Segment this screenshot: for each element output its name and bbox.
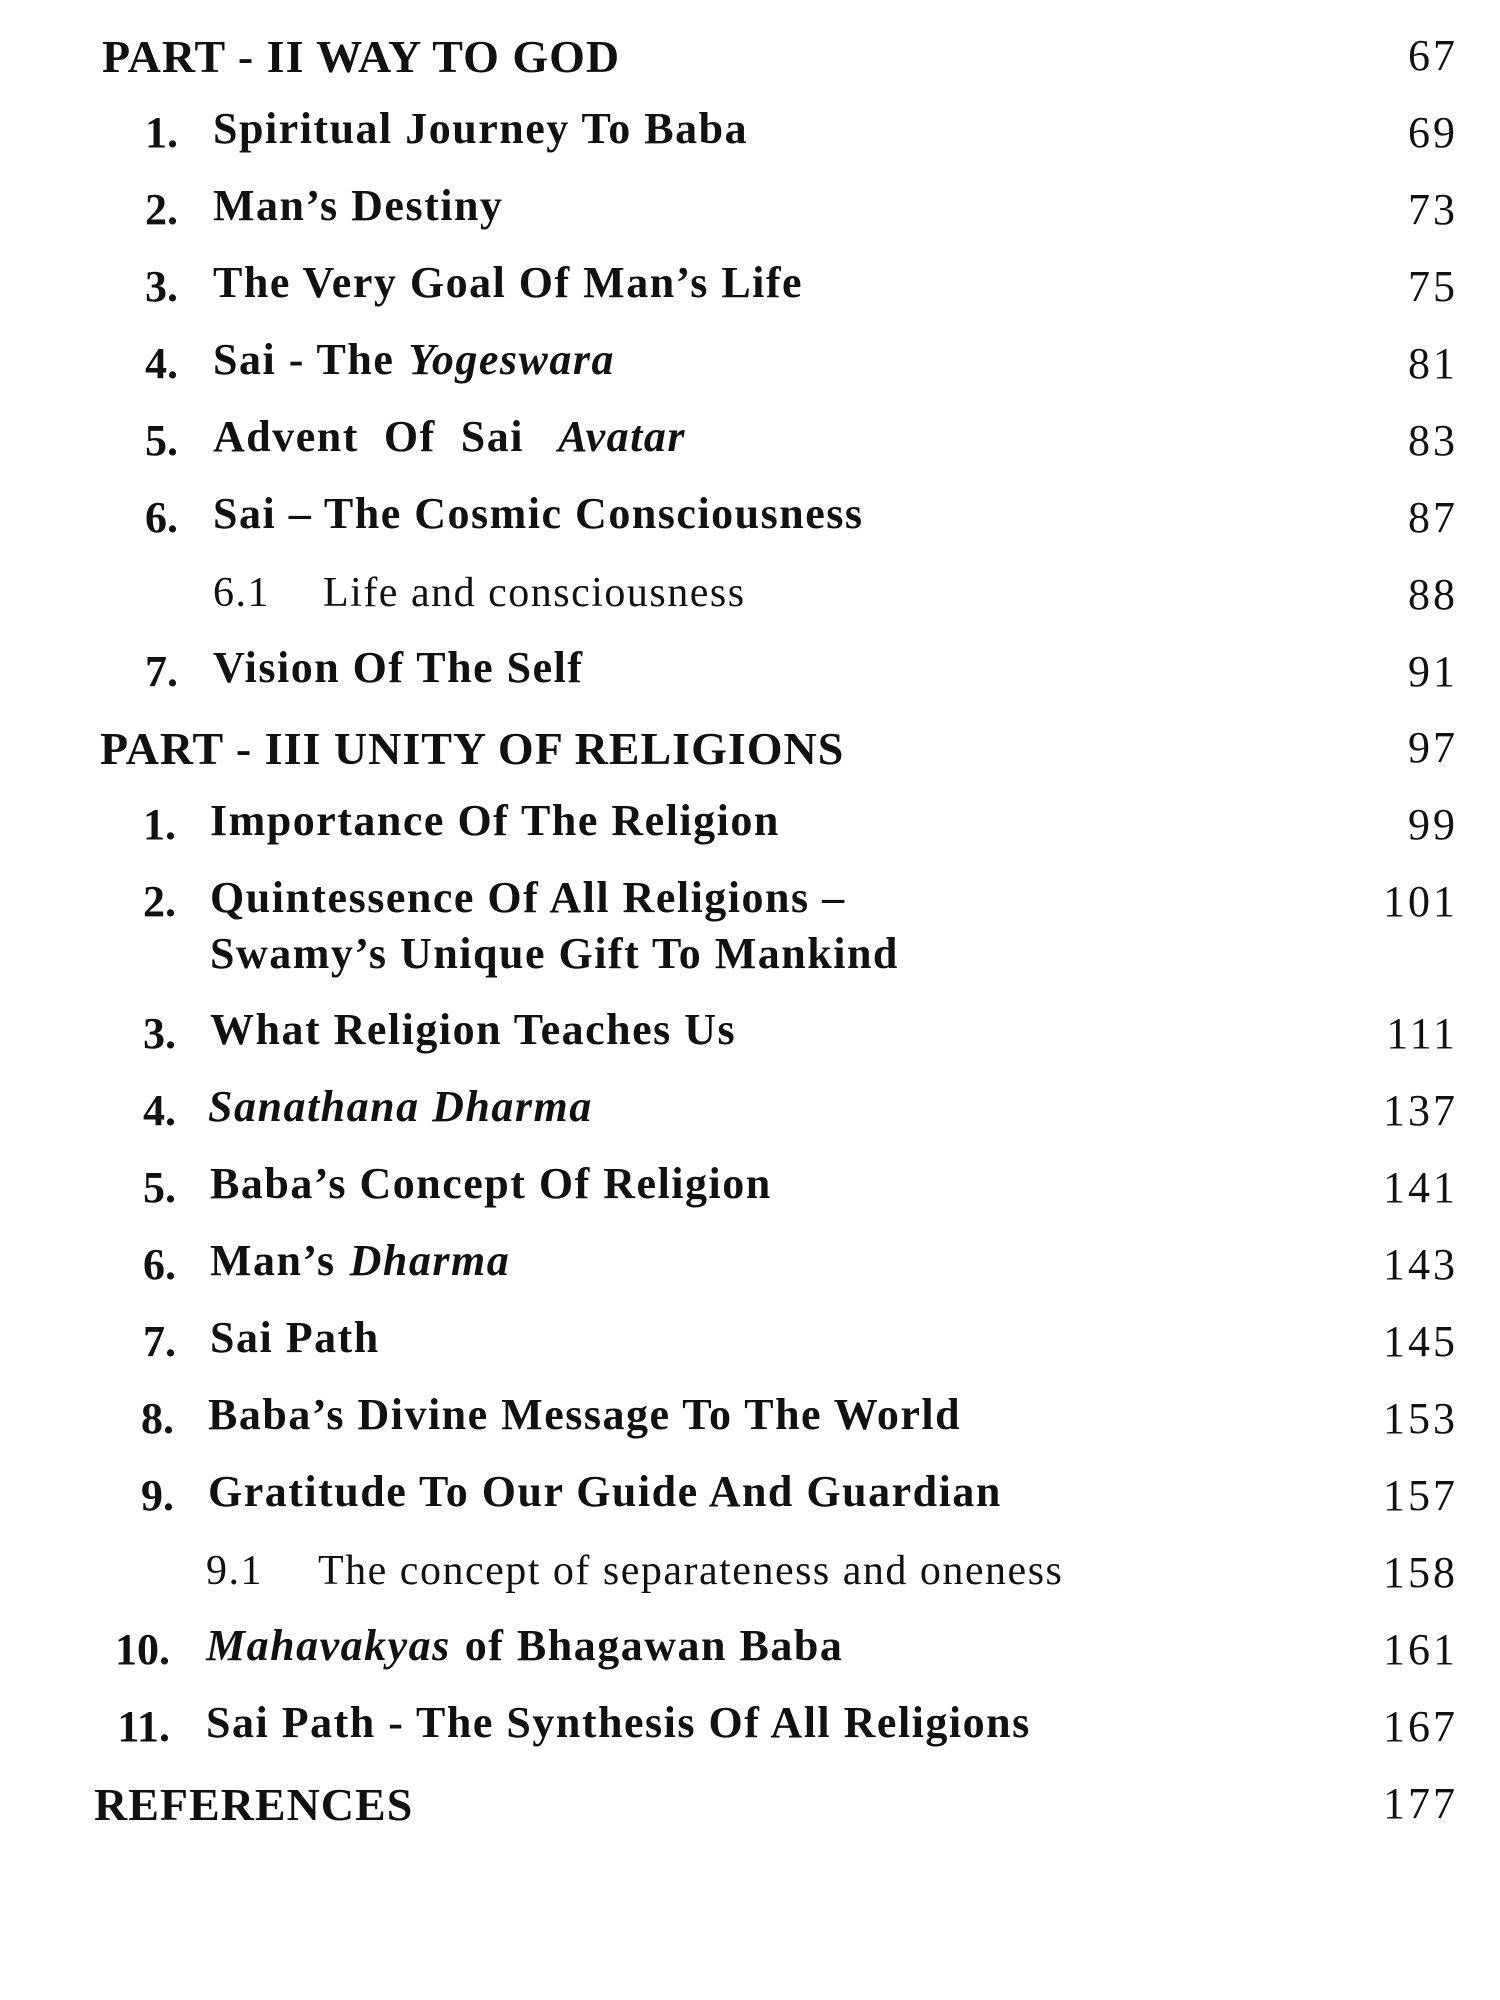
- entry-title-plain: Sai - The: [213, 335, 395, 384]
- entry-title: Baba’s Divine Message To The World: [208, 1390, 962, 1439]
- entry-title: What Religion Teaches Us: [210, 1005, 737, 1054]
- toc-entry: [0, 873, 1500, 986]
- page-number: 88: [1408, 570, 1458, 619]
- entry-title-plain: Man’s: [210, 1236, 336, 1285]
- page-number: 161: [1383, 1625, 1458, 1674]
- page-number: 99: [1408, 800, 1458, 849]
- entry-title: Importance Of The Religion: [210, 796, 780, 845]
- entry-title-line2: Swamy’s Unique Gift To Mankind: [210, 929, 899, 978]
- entry-title-plain: of Bhagawan Baba: [464, 1621, 844, 1670]
- references-title: REFERENCES: [94, 1779, 414, 1830]
- toc-entry: [0, 489, 1500, 562]
- toc-entry: [0, 1467, 1500, 1540]
- entry-title-italic: Yogeswara: [408, 335, 616, 384]
- toc-entry: [0, 258, 1500, 331]
- toc-entry: [0, 796, 1500, 869]
- page-number: 143: [1383, 1240, 1458, 1289]
- entry-title-italic: Avatar: [557, 412, 686, 461]
- page-number: 153: [1383, 1394, 1458, 1443]
- page-number: 145: [1383, 1317, 1458, 1366]
- entry-title: Sai Path: [210, 1313, 380, 1362]
- entry-title: [210, 1233, 510, 1289]
- page-number: 75: [1408, 262, 1458, 311]
- entry-title: Sai Path - The Synthesis Of All Religions: [206, 1698, 1031, 1747]
- page-number: 177: [1383, 1779, 1458, 1828]
- entry-title: The Very Goal Of Man’s Life: [213, 258, 804, 307]
- subentry-title: The concept of separateness and oneness: [318, 1548, 1064, 1594]
- entry-number: 5.: [145, 416, 178, 465]
- entry-number: 7.: [143, 1317, 176, 1366]
- entry-title: Vision Of The Self: [213, 643, 584, 692]
- entry-number: 10.: [115, 1625, 170, 1674]
- toc-entry: [0, 1005, 1500, 1078]
- entry-number: 4.: [143, 1086, 176, 1135]
- entry-title: Man’s Destiny: [213, 181, 504, 230]
- page-number: 111: [1386, 1009, 1458, 1058]
- part-heading: [0, 722, 1500, 792]
- toc-entry: [0, 1313, 1500, 1386]
- part-title: PART - III UNITY OF RELIGIONS: [100, 723, 845, 774]
- toc-subentry: [0, 569, 1500, 639]
- toc-entry: [0, 335, 1500, 408]
- page-number: 69: [1408, 108, 1458, 157]
- toc-entry: [0, 1698, 1500, 1771]
- entry-title-italic: Mahavakyas: [206, 1621, 451, 1670]
- entry-number: 3.: [143, 1009, 176, 1058]
- entry-title: [206, 1618, 843, 1674]
- entry-title: [213, 332, 615, 388]
- entry-title: [208, 1079, 593, 1135]
- toc-entry: [0, 1082, 1500, 1155]
- page-number: 73: [1408, 185, 1458, 234]
- toc-entry: [0, 412, 1500, 485]
- entry-number: 4.: [145, 339, 178, 388]
- subentry-title: Life and consciousness: [323, 570, 746, 616]
- page-number: 67: [1408, 31, 1458, 80]
- page-number: 91: [1408, 647, 1458, 696]
- page-number: 81: [1408, 339, 1458, 388]
- toc-entry: [0, 643, 1500, 716]
- part-title: PART - II WAY TO GOD: [102, 31, 621, 82]
- entry-title-italic: Dharma: [349, 1236, 511, 1285]
- toc-entry: [0, 1236, 1500, 1309]
- toc-entry: [0, 1621, 1500, 1694]
- page-number: 167: [1383, 1702, 1458, 1751]
- toc-entry: [0, 1159, 1500, 1232]
- subentry-number: 6.1: [213, 570, 270, 616]
- entry-title: Gratitude To Our Guide And Guardian: [208, 1467, 1002, 1516]
- entry-number: 2.: [145, 185, 178, 234]
- entry-title: [213, 409, 686, 465]
- subentry-number: 9.1: [206, 1548, 263, 1594]
- entry-number: 1.: [143, 800, 176, 849]
- entry-number: 2.: [143, 877, 176, 926]
- entry-number: 8.: [141, 1394, 174, 1443]
- page-number: 137: [1383, 1086, 1458, 1135]
- entry-title: Baba’s Concept Of Religion: [210, 1159, 772, 1208]
- entry-number: 9.: [141, 1471, 174, 1520]
- entry-number: 7.: [145, 647, 178, 696]
- entry-title-italic: Sanathana Dharma: [208, 1082, 593, 1131]
- page-number: 157: [1383, 1471, 1458, 1520]
- toc-entry: [0, 104, 1500, 177]
- entry-title-plain: Advent Of Sai: [213, 412, 524, 461]
- page-number: 97: [1408, 723, 1458, 772]
- entry-number: 6.: [143, 1240, 176, 1289]
- references-row: [0, 1778, 1500, 1848]
- entry-number: 1.: [145, 108, 178, 157]
- entry-title: Sai – The Cosmic Consciousness: [213, 489, 864, 538]
- toc-subentry: [0, 1547, 1500, 1617]
- toc-entry: [0, 1390, 1500, 1463]
- page-number: 141: [1383, 1163, 1458, 1212]
- entry-title: Spiritual Journey To Baba: [213, 104, 749, 153]
- entry-number: 11.: [117, 1702, 170, 1751]
- page-number: 101: [1383, 877, 1458, 926]
- entry-number: 6.: [145, 493, 178, 542]
- entry-title: Quintessence Of All Religions –: [210, 873, 846, 922]
- entry-number: 5.: [143, 1163, 176, 1212]
- page-number: 83: [1408, 416, 1458, 465]
- entry-number: 3.: [145, 262, 178, 311]
- part-heading: [0, 30, 1500, 100]
- page-number: 87: [1408, 493, 1458, 542]
- page-number: 158: [1383, 1548, 1458, 1597]
- toc-entry: [0, 181, 1500, 254]
